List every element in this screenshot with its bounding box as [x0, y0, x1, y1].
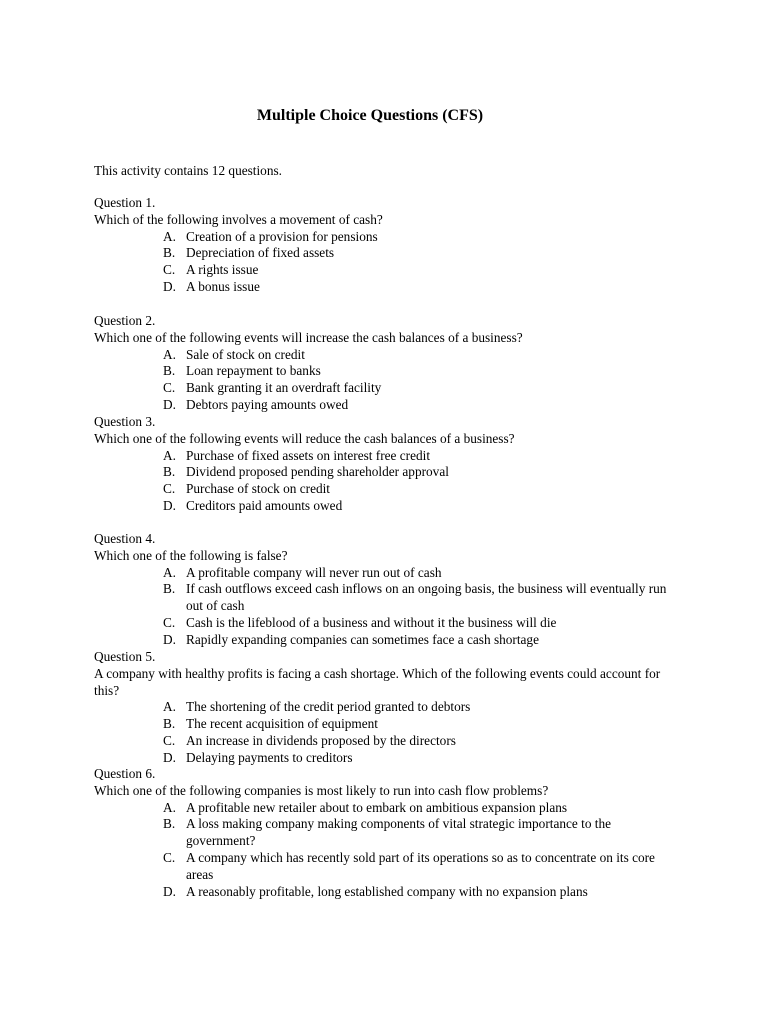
question-2: [94, 313, 674, 414]
question-5: [94, 649, 674, 767]
option-letter: A.: [163, 799, 176, 815]
option-b: [94, 363, 674, 380]
option-letter: A.: [163, 699, 176, 715]
option-letter: B.: [163, 816, 176, 832]
option-a: [94, 229, 674, 246]
option-text: Dividend proposed pending shareholder approval: [186, 464, 449, 480]
option-d: [94, 884, 674, 901]
option-text: Purchase of stock on credit: [186, 481, 331, 497]
option-text: Delaying payments to creditors: [186, 749, 353, 765]
option-text: Rapidly expanding companies can sometimes face a cash shortage: [186, 631, 539, 647]
option-letter: C.: [163, 481, 176, 497]
option-letter: A.: [163, 564, 176, 580]
option-text: The shortening of the credit period granted to debtors: [186, 699, 471, 715]
option-c: [94, 481, 674, 498]
option-letter: C.: [163, 849, 176, 865]
options-list: [94, 347, 674, 414]
option-a: [94, 448, 674, 465]
intro-text: This activity contains 12 questions.: [94, 163, 282, 178]
question-text: Which of the following involves a movement of cash?: [94, 211, 383, 227]
option-letter: A.: [163, 228, 176, 244]
question-number: Question 1.: [94, 195, 156, 210]
option-letter: D.: [163, 497, 176, 513]
option-text: Cash is the lifeblood of a business and without it the business will die: [186, 614, 557, 630]
option-text: A loss making company making components of vital strategic importance to the government?: [186, 816, 612, 849]
option-letter: D.: [163, 883, 176, 899]
question-4: [94, 531, 674, 649]
option-d: [94, 397, 674, 414]
option-letter: A.: [163, 346, 176, 362]
question-number: Question 3.: [94, 414, 156, 429]
option-letter: C.: [163, 262, 176, 278]
option-text: Depreciation of fixed assets: [186, 245, 335, 261]
option-letter: B.: [163, 464, 176, 480]
option-d: [94, 279, 674, 296]
option-a: [94, 347, 674, 364]
question-3: [94, 414, 674, 515]
option-letter: C.: [163, 380, 176, 396]
question-text: A company with healthy profits is facing a cash shortage. Which of the following events could account for this?: [94, 665, 661, 698]
option-letter: D.: [163, 749, 176, 765]
option-letter: B.: [163, 363, 176, 379]
option-a: [94, 699, 674, 716]
option-c: [94, 262, 674, 279]
question-number: Question 4.: [94, 531, 156, 546]
option-b: [94, 245, 674, 262]
option-letter: D.: [163, 631, 176, 647]
option-letter: C.: [163, 732, 176, 748]
option-text: Debtors paying amounts owed: [186, 396, 349, 412]
option-a: [94, 800, 674, 817]
option-letter: B.: [163, 581, 176, 597]
option-letter: C.: [163, 614, 176, 630]
option-text: A rights issue: [186, 262, 259, 278]
option-c: [94, 380, 674, 397]
question-number: Question 2.: [94, 313, 156, 328]
question-1: [94, 195, 674, 296]
options-list: [94, 565, 674, 649]
option-letter: B.: [163, 716, 176, 732]
option-c: [94, 733, 674, 750]
option-text: A profitable company will never run out of cash: [186, 564, 442, 580]
option-letter: A.: [163, 447, 176, 463]
option-letter: D.: [163, 278, 176, 294]
option-text: Sale of stock on credit: [186, 346, 305, 362]
option-text: A company which has recently sold part of its operations so as to concentrate on its core areas: [186, 849, 655, 882]
option-text: A profitable new retailer about to embark on ambitious expansion plans: [186, 799, 568, 815]
option-b: [94, 464, 674, 481]
option-text: The recent acquisition of equipment: [186, 716, 378, 732]
question-number: Question 5.: [94, 649, 156, 664]
option-a: [94, 565, 674, 582]
option-text: A bonus issue: [186, 278, 260, 294]
option-d: [94, 750, 674, 767]
option-b: [94, 816, 674, 850]
option-letter: B.: [163, 245, 176, 261]
option-text: Creditors paid amounts owed: [186, 497, 343, 513]
options-list: [94, 699, 674, 766]
option-text: Bank granting it an overdraft facility: [186, 380, 382, 396]
question-number: Question 6.: [94, 766, 156, 781]
option-b: [94, 716, 674, 733]
option-text: An increase in dividends proposed by the directors: [186, 732, 456, 748]
option-text: If cash outflows exceed cash inflows on an ongoing basis, the business will eventually run out of cash: [186, 581, 667, 614]
question-text: Which one of the following events will reduce the cash balances of a business?: [94, 430, 515, 446]
option-letter: D.: [163, 396, 176, 412]
options-list: [94, 448, 674, 515]
option-c: [94, 850, 674, 884]
option-d: [94, 498, 674, 515]
option-c: [94, 615, 674, 632]
options-list: [94, 229, 674, 296]
option-text: A reasonably profitable, long established company with no expansion plans: [186, 883, 588, 899]
document-title: Multiple Choice Questions (CFS): [256, 107, 484, 124]
option-text: Loan repayment to banks: [186, 363, 321, 379]
option-text: Creation of a provision for pensions: [186, 228, 378, 244]
question-text: Which one of the following companies is most likely to run into cash flow problems?: [94, 782, 549, 798]
question-text: Which one of the following is false?: [94, 547, 288, 563]
option-b: [94, 581, 674, 615]
question-6: [94, 766, 674, 900]
options-list: [94, 800, 674, 901]
option-text: Purchase of fixed assets on interest free credit: [186, 447, 431, 463]
question-text: Which one of the following events will increase the cash balances of a business?: [94, 329, 523, 345]
option-d: [94, 632, 674, 649]
